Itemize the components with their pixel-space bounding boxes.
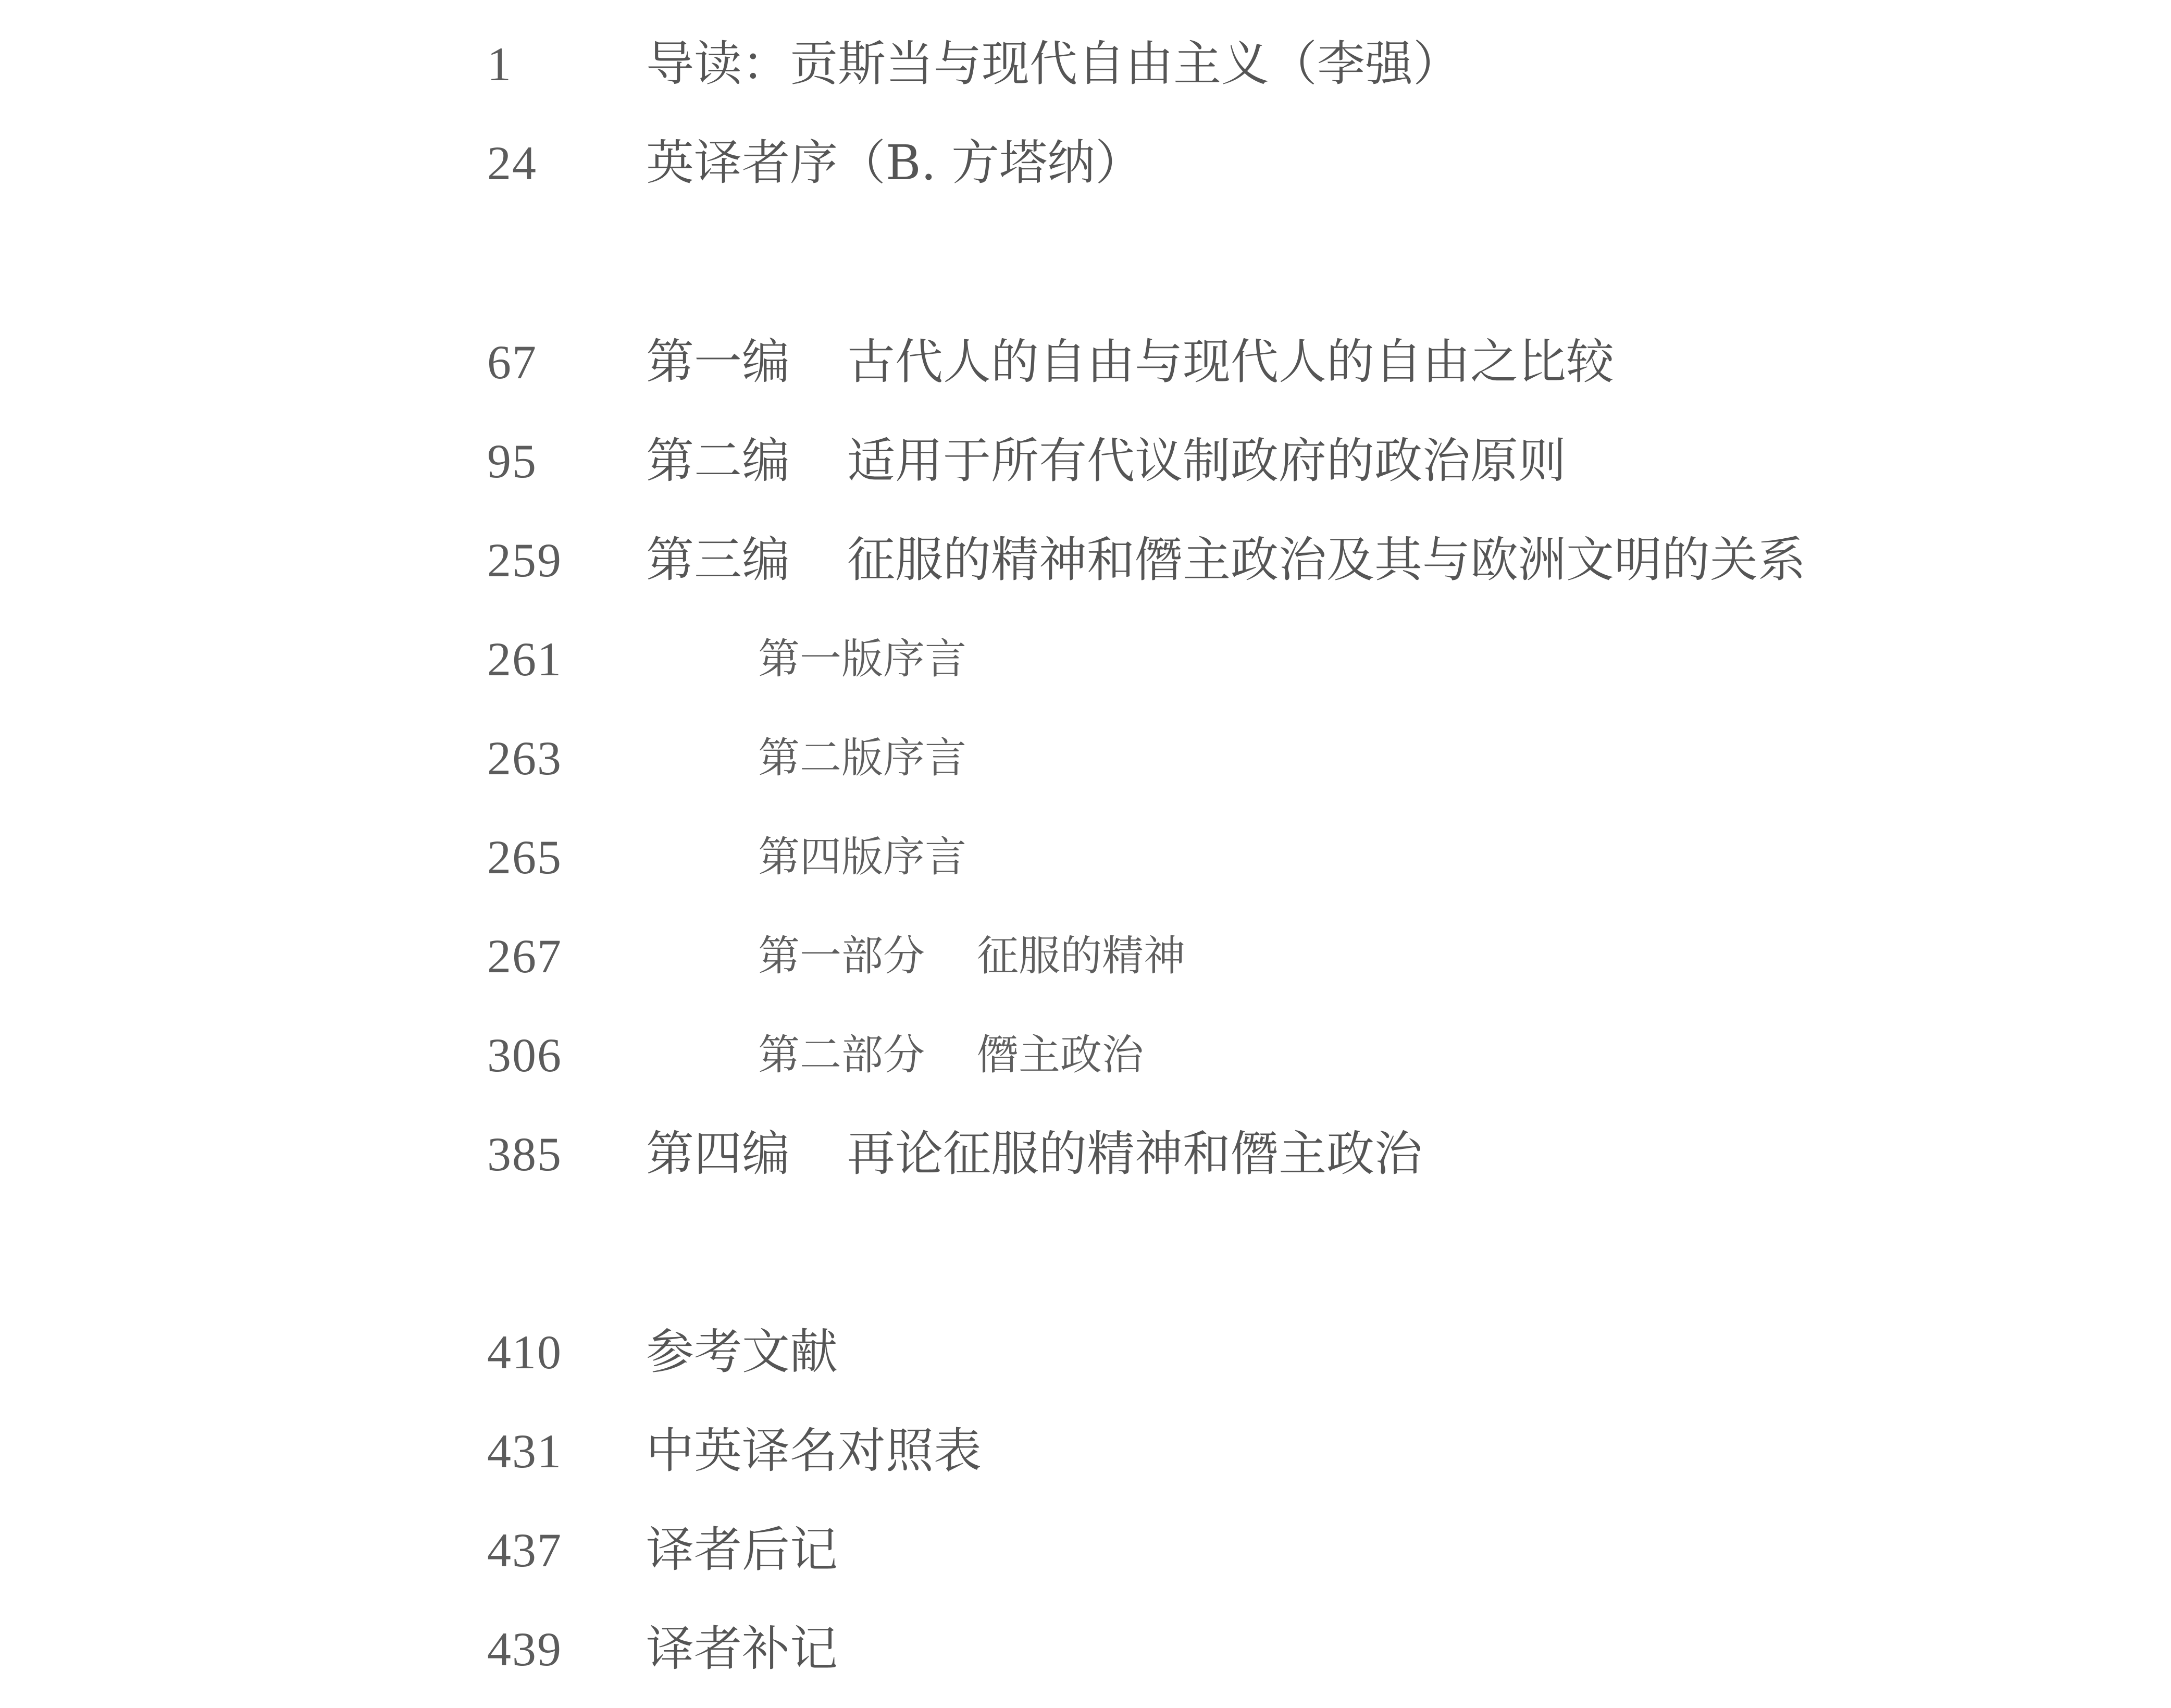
toc-entry-introduction xyxy=(0,25,2171,103)
toc-title: 中英译名对照表 xyxy=(646,1423,982,1479)
toc-title xyxy=(646,521,1806,599)
toc-page-number: 385 xyxy=(487,1128,562,1181)
toc-part-subtitle: 适用于所有代议制政府的政治原则 xyxy=(847,433,1567,489)
toc-entry-fourth-edition-preface xyxy=(0,818,2171,896)
toc-title: 译者补记 xyxy=(646,1621,838,1677)
toc-page-number: 439 xyxy=(487,1623,562,1676)
toc-entry-part-2 xyxy=(0,422,2171,500)
toc-entry-translator-addendum xyxy=(0,1610,2171,1688)
toc-page-number: 24 xyxy=(487,137,537,190)
toc-entry-glossary xyxy=(0,1412,2171,1490)
toc-title xyxy=(758,917,1185,995)
toc-part-label: 第一编 xyxy=(646,334,790,390)
toc-title: 英译者序（B. 方塔纳） xyxy=(646,135,1144,191)
toc-section-label: 第一部分 xyxy=(758,932,925,980)
toc-title xyxy=(646,422,1566,500)
toc-entry-part-4 xyxy=(0,1115,2171,1193)
toc-title: 导读：贡斯当与现代自由主义（李强） xyxy=(646,36,1461,92)
toc-title: 参考文献 xyxy=(646,1324,838,1380)
toc-page-number: 306 xyxy=(487,1029,562,1082)
toc-page-number: 437 xyxy=(487,1524,562,1577)
toc-entry-section-2 xyxy=(0,1016,2171,1094)
toc-page-number: 259 xyxy=(487,534,562,587)
toc-entry-first-edition-preface xyxy=(0,620,2171,698)
toc-entry-bibliography xyxy=(0,1313,2171,1391)
toc-part-label: 第二编 xyxy=(646,433,790,489)
toc-title xyxy=(646,323,1614,401)
toc-section-label: 第二部分 xyxy=(758,1031,925,1079)
toc-title: 第一版序言 xyxy=(758,635,966,683)
toc-part-label: 第四编 xyxy=(646,1126,790,1182)
toc-part-subtitle: 征服的精神和僭主政治及其与欧洲文明的关系 xyxy=(847,532,1806,588)
toc-page-number: 410 xyxy=(487,1326,562,1379)
toc-page-number: 267 xyxy=(487,930,562,983)
toc-title xyxy=(646,1115,1422,1193)
toc-entry-translator-afterword xyxy=(0,1511,2171,1589)
toc-title: 第四版序言 xyxy=(758,833,966,881)
toc-entry-translator-preface xyxy=(0,124,2171,202)
toc-entry-section-1 xyxy=(0,917,2171,995)
toc-page-number: 95 xyxy=(487,435,537,488)
toc-page-number: 431 xyxy=(487,1425,562,1478)
toc-part-subtitle: 再论征服的精神和僭主政治 xyxy=(847,1126,1423,1182)
toc-section-subtitle: 征服的精神 xyxy=(977,932,1185,980)
toc-title: 译者后记 xyxy=(646,1522,838,1578)
toc-entry-part-1 xyxy=(0,323,2171,401)
toc-entry-second-edition-preface xyxy=(0,719,2171,797)
toc-entry-part-3 xyxy=(0,521,2171,599)
toc-page-number: 263 xyxy=(487,732,562,785)
toc-title xyxy=(758,1016,1144,1094)
toc-page-number: 67 xyxy=(487,336,537,389)
toc-title: 第二版序言 xyxy=(758,734,966,782)
toc-section-subtitle: 僭主政治 xyxy=(977,1031,1144,1079)
toc-part-subtitle: 古代人的自由与现代人的自由之比较 xyxy=(847,334,1615,390)
toc-page-number: 1 xyxy=(487,38,512,91)
toc-part-label: 第三编 xyxy=(646,532,790,588)
toc-page-number: 261 xyxy=(487,633,562,686)
toc-page-number: 265 xyxy=(487,831,562,884)
